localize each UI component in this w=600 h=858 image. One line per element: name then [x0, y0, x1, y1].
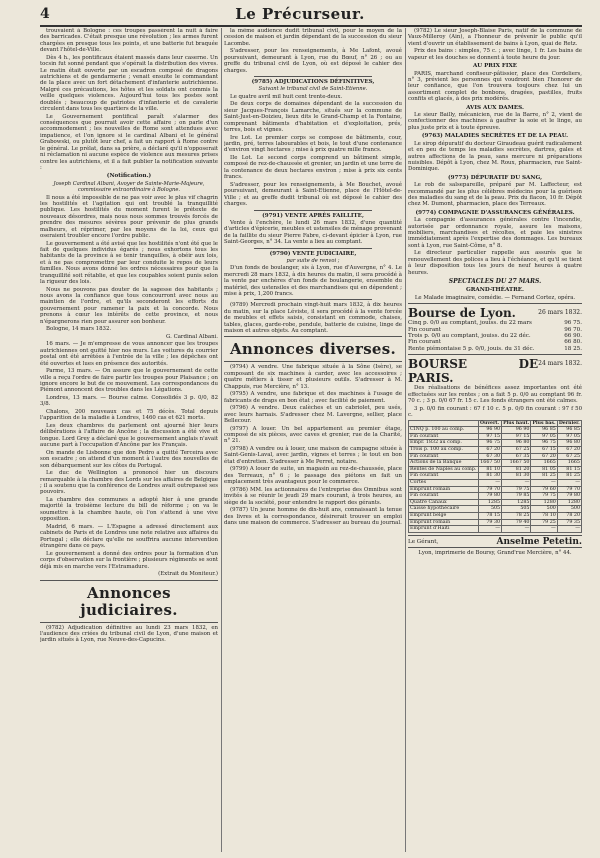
table-row — [409, 466, 582, 473]
table-cell-value: — — [531, 480, 557, 487]
bourse-paris-date: 24 mars 1832. — [538, 360, 582, 368]
table-header-cell: Plus haut. — [503, 420, 530, 426]
table-cell-label: Fin courant — [409, 473, 479, 480]
bourse-lyon-label: Rente piémontaise 5 p. 0/0, jouis. du 31 déc. — [408, 345, 535, 352]
table-row — [409, 499, 582, 506]
ad-paragraph: Le sirop dépuratif du docteur Giraudeau guérit radicalement et en peu de temps les maladies secrètes, dartres, gales et autres affections de la peau, sans mercure ni préparations nuisibles. Dépôt à Lyon, chez M. Roux, pharmacien, rue Saint-Dominique. — [408, 140, 582, 173]
table-cell-value: 500 — [557, 506, 581, 513]
column-divider — [405, 28, 406, 852]
table-cell-value: 1665 — [531, 460, 557, 467]
announcement-subheading: par suite de renvoi ; — [286, 257, 340, 264]
table-cell-value: 1285 — [502, 499, 531, 506]
ad-heading: (9763) MALADIES SECRÈTES ET DE LA PEAU. — [421, 133, 569, 140]
table-cell-value: 97 05 — [531, 433, 557, 440]
table-cell-label: Emprunt romain — [409, 519, 479, 526]
table-header-cell: Plus bas. — [532, 420, 556, 426]
table-row — [409, 453, 582, 460]
table-cell-value: 78 20 — [557, 512, 581, 519]
announcement-paragraph: De deux corps de domaines dépendant de la succession du sieur Jacques-François Lamarche, situés sur la commune de Saint-Just-en-Doizieu, lieux dits le Grand-Champ et la Fontaine, comprenant bâtiments d'habitation et d'exploitation, prés, terres, bois et vignes. — [224, 101, 402, 134]
table-row — [409, 519, 582, 526]
table-cell-value: 81 20 — [502, 466, 531, 473]
table-cell-value: 96 75 — [531, 440, 557, 447]
table-cell-label: Caisse hypothécaire — [409, 506, 479, 513]
bourse-lyon-value: 66 90. — [564, 333, 582, 340]
table-cell-value: 96 90 — [502, 427, 531, 434]
bourse-lyon-date: 26 mars 1832. — [538, 309, 582, 317]
table-cell-value: 81 15 — [557, 466, 581, 473]
ad-paragraph: (9786) MM. les actionnaires de l'entreprise des Omnibus sont invités à se réunir le jeudi 29 mars courant, à trois heures, au siège de la société, pour entendre le rapport des gérants. — [224, 486, 402, 506]
bourse-lyon-label: Cinq p. 0/0 au comptant, jouiss. du 22 mars — [408, 320, 532, 327]
table-cell-value: 1665 — [557, 460, 581, 467]
gerant-signature: Anselme Petetin. — [496, 536, 582, 547]
bourse-paris-title: BOURSE DE PARIS. — [408, 357, 539, 386]
ad-paragraph: Le rob de salsepareille, préparé par M. Laffecteur, est recommandé par les plus célèbres médecins pour la guérison des maladies du sang et de la peau. Prix du flacon, 10 fr. Dépôt chez M. Dumont, pharmacien, place des Terreaux. — [408, 182, 582, 208]
bourse-lyon-title: Bourse de Lyon. — [408, 306, 516, 321]
table-cell-value: 79 60 — [531, 486, 557, 493]
announcement-subheading: Suivant le tribunal civil de Saint-Etienne. — [258, 86, 368, 93]
masthead-rule — [40, 25, 582, 27]
section-divider — [254, 76, 372, 77]
table-cell-label: Quatre Canaux — [409, 499, 479, 506]
table-cell-label: Fin courant — [409, 493, 479, 500]
announcement-paragraph: D'un fonds de boulanger, sis à Lyon, rue d'Auvergne, n° 4. Le mercredi 28 mars 1832, à dix heures du matin, il sera procédé à la vente par enchères d'un fonds de boulangerie, ensemble du matériel, des ustensiles et des marchandises qui en dépendent ; mise à prix, 1,200 francs. — [224, 265, 402, 297]
table-cell-label: Fin courant — [409, 433, 479, 440]
section-divider — [408, 303, 582, 304]
news-paragraph: Le gouvernement a donné des ordres pour la formation d'un corps d'observation sur la frontière ; plusieurs régiments se sont déjà mis en marche vers l'Estramadure. — [40, 550, 218, 570]
table-cell-value: 78 25 — [502, 512, 531, 519]
bourse-lyon-value: 66 80. — [564, 339, 582, 346]
table-cell-value: 81 05 — [531, 466, 557, 473]
table-cell-label: Fin courant — [409, 453, 479, 460]
table-cell-value: 97 05 — [557, 433, 581, 440]
table-cell-value: 1280 — [531, 499, 557, 506]
bourse-lyon-row — [408, 346, 582, 352]
article-paragraph: Le gouvernement a été avisé que les hostilités n'ont été que le fait de quelques individus égarés ; nous exhortons tous les habitants de la province à se tenir tranquilles, à obéir aux lois, et à ne pas compromettre par leur conduite le repos de leurs familles. Nous avons donné les ordres nécessaires pour que la tranquillité soit rétablie, et que les coupables soient punis selon la rigueur des lois. — [40, 240, 218, 285]
section-divider — [254, 299, 372, 300]
table-cell-value: 1280 — [557, 499, 581, 506]
table-cell-value: 1667 50 — [480, 460, 501, 466]
section-divider — [254, 248, 372, 249]
announcement-paragraph: Vente à l'enchère, le lundi 26 mars 1832, d'une quantité d'articles d'épicerie, meubles et ustensiles de ménage provenant de la faillite du sieur Pierre Fabre, ci-devant épicier à Lyon, rue Saint-Georges, n° 34. La vente a lieu au comptant. — [224, 219, 402, 246]
ad-heading: (9774) COMPAGNIE D'ASSURANCES GÉNÉRALES. — [415, 209, 575, 216]
table-cell-value: 79 25 — [531, 519, 557, 526]
table-cell-value: 96 80 — [557, 440, 581, 447]
table-cell-value: 500 — [531, 506, 557, 513]
table-cell-label: Trois p. 100 au comp. — [409, 447, 479, 454]
table-cell-value: 67 20 — [557, 447, 581, 454]
table-cell-value: 1667 50 — [502, 460, 531, 467]
table-row — [409, 427, 582, 434]
notification-heading: (Notification.) — [106, 173, 152, 180]
printer-imprint: Lyon, imprimerie de Boursy, Grand'rue Mercière, n° 44. — [418, 550, 572, 557]
ad-paragraph: PARIS, marchand confiseur-pâtissier, place des Cordeliers, n° 3, prévient les personnes qui voudront bien l'honorer de leur confiance, que l'on trouvera toujours chez lui un assortiment complet de bonbons, dragées, pastilles, fruits confits et glacés, à des prix modérés. — [408, 70, 582, 103]
bourse-paris-table — [408, 420, 582, 533]
section-title-diverses: Annonces diverses. — [229, 340, 397, 359]
section-divider — [224, 361, 402, 362]
table-cell-value: 79 85 — [502, 493, 531, 500]
table-row — [409, 447, 582, 454]
table-cell-label: Emprunt belge — [409, 512, 479, 519]
column-2 — [224, 28, 402, 852]
ad-paragraph: (9798) A vendre ou à louer, une maison de campagne située à Saint-Genis-Laval, avec jardin, vignes et terres ; le tout en bon état d'entretien. S'adresser à Me Perret, notaire. — [224, 446, 402, 465]
table-row — [409, 480, 582, 487]
ad-paragraph: Le sieur Bailly, mécanicien, rue de la Barre, n° 2, vient de confectionner des machines à gaufrer la soie et le linge, au plus juste prix et à toute épreuve. — [408, 112, 582, 131]
theatre-name: GRAND-THÉATRE. — [466, 287, 524, 294]
table-cell-value: 81 30 — [479, 473, 502, 480]
table-cell-value: 67 35 — [502, 453, 531, 460]
table-row — [409, 526, 582, 533]
table-header-row — [409, 420, 582, 427]
table-cell-value: 96 90 — [479, 427, 502, 434]
ad-heading: AVIS AUX DAMES. — [466, 104, 524, 111]
announcement-paragraph: Le quatre avril mil huit cent trente-deux. — [230, 93, 343, 100]
table-cell-value: 78 10 — [531, 512, 557, 519]
table-cell-value: 81 25 — [557, 473, 581, 480]
column-1 — [40, 28, 218, 852]
bourse-paris — [408, 357, 582, 385]
table-cell-value: 96 85 — [531, 427, 557, 434]
table-cell-value: 79 70 — [479, 486, 502, 493]
announcement-text: (9782) Adjudication définitive au lundi 23 mars 1832, en l'audience des criées du tribunal civil de Lyon, d'une maison et jardin situés à Lyon, rue Neuve-des-Capucins. — [40, 624, 218, 644]
table-cell-label: Emprunt d'Haïti — [409, 526, 479, 533]
section-divider — [408, 354, 582, 355]
news-paragraph: Le duc de Wellington a prononcé hier un discours remarquable à la chambre des Lords sur les affaires de Belgique ; il a soutenu que la conférence de Londres avait outrepassé ses pouvoirs. — [40, 470, 218, 496]
ad-heading: AU PRIX FIXE — [472, 63, 518, 70]
table-cell-value: 67 30 — [479, 453, 502, 460]
ad-paragraph: (9794) A vendre. Une fabrique située à la Sône (Isère), se composant de six machines à carder, avec les accessoires ; quatre métiers à tisser et plusieurs outils. S'adresser à M. Chappuis, rue Mercière, n° 13. — [224, 364, 402, 390]
news-paragraph: 16 mars. — Je m'empresse de vous annoncer que les troupes autrichiennes ont quitté hier nos murs. Les voitures du courrier postal ont été arrêtées à l'entrée de la ville ; les dépêches ont été ouvertes et lues en présence des autorités. — [40, 341, 218, 367]
table-cell-value: 79 40 — [502, 519, 531, 526]
gerant-label: Le Gérant, — [408, 538, 439, 545]
table-cell-value: 81 30 — [502, 473, 531, 480]
article-paragraph: Dès 4 h., les pontificaux étaient massés dans leur caserne. Un tocsin fut sonné pendant que s'opérait la distribution des vivres. Le matin était ouverte par un escadron composé de dragons autrichiens et de gendarmerie ; venait ensuite le commandant de la place avec un fort détachement d'infanterie autrichienne. Malgré ces précautions, les hôtes et les soldats ont commis la veille quelques violences. Aujourd'hui tous les postes sont doublés ; beaucoup de patriotes d'infanterie et de cavalerie circulent dans tous les quartiers de la ville. — [40, 54, 218, 113]
table-cell-value: 79 75 — [502, 486, 531, 493]
news-paragraph: On mande de Lisbonne que don Pedro a quitté Terceira avec son escadre ; on attend d'un moment à l'autre des nouvelles de son débarquement sur les côtes du Portugal. — [40, 449, 218, 469]
table-header-cell: Dernier. — [558, 420, 580, 426]
ad-paragraph: Le directeur particulier rappelle aux assurés que le renouvellement des polices a lieu à l'échéance, et qu'il se tient à leur disposition tous les jours de neuf heures à quatre heures. — [408, 250, 582, 276]
table-cell-value: 96 75 — [479, 440, 502, 447]
ad-paragraph: (9796) A vendre. Deux calèches et un cabriolet, peu usés, avec leurs harnais. S'adresser chez M. Lavergne, sellier, place Bellecour. — [224, 405, 402, 425]
page-number: 4 — [40, 6, 50, 22]
table-cell-label: Emprunt romain — [409, 486, 479, 493]
bourse-lyon-label: Fin courant — [408, 339, 442, 346]
table-row — [409, 512, 582, 519]
section-divider — [408, 535, 582, 536]
news-paragraph: Les deux chambres du parlement ont ajourné hier leurs délibérations à l'affaire de Ancône ; la discussion a été vive et longue. Lord Grey a déclaré que le gouvernement anglais n'avait aucune part à l'occupation d'Ancône par les Français. — [40, 423, 218, 449]
newspaper-title: Le Précurseur. — [235, 5, 365, 23]
column-3 — [408, 28, 582, 852]
notification-subheading: Joseph Cardinal Albani, Avoyer de Sainte-Marie-Majeure, commissaire extraordinaire à Bologne. — [53, 180, 205, 194]
table-cell-value: 81 10 — [479, 466, 502, 473]
table-cell-label: Empr. 1832 au comp. — [409, 440, 479, 447]
ad-paragraph: (9799) A louer de suite, un magasin au rez-de-chaussée, place des Terreaux, n° 6 ; le passage des piétons en fait un emplacement très avantageux pour le commerce. — [224, 466, 402, 486]
table-cell-value: — — [479, 480, 502, 487]
announcement-paragraph: Ire Lot. Le premier corps se compose de bâtiments, cour, jardin, pré, terres labourables et bois, le tout d'une contenance d'environ vingt hectares ; mise à prix quatre mille francs. — [224, 134, 402, 154]
table-cell-value: 67 20 — [479, 447, 502, 454]
table-body — [409, 427, 582, 533]
table-cell-value: 67 15 — [531, 447, 557, 454]
table-cell-value: — — [502, 480, 531, 487]
table-cell-value: 505 — [479, 506, 502, 513]
table-cell-value: 96 85 — [557, 427, 581, 434]
table-row — [409, 493, 582, 500]
bourse-lyon — [408, 306, 582, 320]
article-paragraph: trouvaient à Bologne : ces troupes passèrent la nuit à faire des barricades. C'était presque une révolution ; les armes furent chargées en presque tous les points, et une batterie fut braquée devant l'hôtel-de-Ville. — [40, 28, 218, 54]
table-header-cell — [409, 420, 479, 427]
article-paragraph: Bologne, 14 mars 1832. — [46, 326, 112, 333]
section-divider — [40, 580, 218, 581]
table-cell-value: 67 25 — [502, 447, 531, 454]
table-cell-value: — — [479, 526, 502, 533]
table-cell-value: 505 — [502, 506, 531, 513]
table-row — [409, 460, 582, 467]
masthead — [0, 0, 600, 26]
bourse-lyon-rows — [408, 320, 582, 352]
ad-paragraph: (9787) Un jeune homme de dix-huit ans, connaissant la tenue des livres et la correspondance, désirerait trouver un emploi dans une maison de commerce. S'adresser au bureau du journal. — [224, 507, 402, 527]
table-cell-value: — — [502, 526, 531, 533]
table-cell-value: 67 25 — [557, 453, 581, 460]
column-divider — [221, 28, 222, 852]
table-cell-value: — — [557, 526, 581, 533]
bourse-lyon-value: 18 25. — [564, 345, 582, 352]
table-cell-label: Rentes de Naples au comp. — [409, 466, 479, 473]
table-row — [409, 473, 582, 480]
table-row — [409, 506, 582, 513]
table-cell-label: Cortès — [409, 480, 479, 487]
article-paragraph: Nous ne pouvons pas douter de la sagesse des habitants ; nous avons la confiance que tous concourront avec nous au maintien de l'ordre, et qu'ils seconderont les efforts du gouvernement pour ramener la paix et la concorde. Nous prenons à cœur les intérêts de cette province, et nous n'épargnerons rien pour assurer son bonheur. — [40, 286, 218, 325]
news-paragraph: Parme, 13 mars. — On assure que le gouvernement de cette ville a reçu l'ordre de faire partir les troupes pour Plaisance ; on ignore encore le but de ce mouvement. Les correspondances du Piémont annoncent des troubles dans les Légations. — [40, 368, 218, 394]
bourse-lyon-value: 96 75. — [564, 320, 582, 327]
bourse-lyon-label: Trois p. 0/0 au comptant, jouiss. du 22 déc. — [408, 333, 531, 340]
table-cell-value: 81 25 — [531, 473, 557, 480]
announcement-heading: (9785) ADJUDICATIONS DÉFINITIVES, — [251, 79, 375, 86]
table-row — [409, 486, 582, 493]
table-row — [409, 433, 582, 440]
bourse-paris-fin: 3 p. 0/0 fin courant : 67 f 10 c. 5 p. 0/0 fin courant : 97 f 50 c. — [408, 405, 582, 419]
news-paragraph: Madrid, 6 mars. — L'Espagne a adressé directement aux cabinets de Paris et de Londres une note relative aux affaires du Portugal ; elle déclare qu'elle ne souffrira aucune intervention étrangère dans ce pays. — [40, 523, 218, 550]
announcement-heading: (9790) VENTE JUDICIAIRE, — [269, 250, 357, 257]
signature-block — [408, 536, 582, 547]
bourse-lyon-label: Fin courant — [408, 326, 442, 333]
section-divider — [40, 622, 218, 623]
table-cell-value: 79 80 — [479, 493, 502, 500]
article-paragraph: Il nous a été impossible de ne pas voir avec le plus vif chagrin les hostilités et l'agitation qui ont troublé la tranquillité publique. Les hostilités du moment furent le prétexte de nouveaux désordres, mais nous nous sommes trouvés forcés de prendre des mesures sévères pour prévenir de plus grands malheurs, et réprimer, par les moyens de la loi, ceux qui oseraient troubler encore l'ordre public. — [40, 194, 218, 239]
bourse-paris-intro: Des réalisations de bénéfices assez importantes ont été effectuées sur les rentes ; on a fait 5 p. 0/0 au comptant 96 fr. 70 c. ; 3 p. 0/0 67 fr. 15 c. Les fonds étrangers ont été calmes. — [408, 385, 582, 405]
section-divider — [408, 547, 582, 548]
table-cell-label: Actions de la Banque — [409, 460, 479, 467]
ad-paragraph: (9795) A vendre, une fabrique et des machines à l'usage de fabricants de draps en bon état ; avec facilité de paiement. — [224, 391, 402, 404]
notification-signature: G. Cardinal Albani. — [166, 333, 218, 340]
table-cell-value: 67 20 — [531, 453, 557, 460]
ad-paragraph: La compagnie d'assurances générales contre l'incendie, autorisée par ordonnance royale, assure les maisons, mobiliers, marchandises et récoltes, et paie les sinistres immédiatement après l'expertise des dommages. Les bureaux sont à Lyon, rue Saint-Côme, n° 8. — [408, 217, 582, 249]
ad-paragraph: (9797) A louer. Un bel appartement au premier étage, composé de six pièces, avec caves et grenier, rue de la Charité, n° 21. — [224, 425, 402, 445]
section-divider — [254, 210, 372, 211]
table-cell-value: 96 80 — [502, 440, 531, 447]
table-row — [409, 440, 582, 447]
table-cell-value: 79 80 — [557, 493, 581, 500]
table-cell-value: 79 30 — [479, 519, 502, 526]
news-paragraph: La chambre des communes a adopté hier à une grande majorité la troisième lecture du bill de réforme ; on va le soumettre à la chambre haute, où l'on s'attend à une vive opposition. — [40, 497, 218, 523]
announcement-paragraph: S'adresser, pour les renseignements, à Me Bouchet, avoué poursuivant, demeurant à Saint-Etienne, place de l'Hôtel-de-Ville ; et au greffe dudit tribunal où est déposé le cahier des charges. — [224, 181, 402, 208]
news-paragraph: Chalons, 200 nouveaux cas et 75 décès. Total depuis l'apparition de la maladie à Londres, 1460 cas et 621 morts. — [40, 409, 218, 422]
announcement-heading: (9791) VENTE APRÈS FAILLITE, — [262, 212, 364, 219]
ad-paragraph: (9782) Le sieur Joseph-Blaise Paris, natif de la commune de Vaux-Milleroy (Ain), a l'honneur de prévenir le public qu'il vient d'ouvrir un établissement de bains à Lyon, quai de Retz. — [408, 28, 582, 47]
theatre-program: Le Malade imaginaire, comédie. — Fernand Cortez, opéra. — [414, 294, 576, 301]
announcement-paragraph: (9789) Mercredi prochain vingt-huit mars 1832, à dix heures du matin, sur la place Léviste, il sera procédé à la vente forcée de meubles et effets saisis, consistant en commode, chaises, tables, glaces, garde-robe, pendule, batterie de cuisine, linge de maison et autres objets. Au comptant. — [224, 302, 402, 334]
table-cell-value: 79 70 — [557, 486, 581, 493]
table-cell-value: — — [557, 480, 581, 487]
table-header-cell: Ouvert. — [479, 420, 502, 427]
section-divider — [224, 336, 402, 337]
table-cell-value: 78 15 — [479, 512, 502, 519]
announcement-paragraph: IIe Lot. Le second corps comprend un bâtiment simple, composé de rez-de-chaussée et grenier, un jardin et une terre de la contenance de deux hectares environ ; mise à prix six cents francs. — [224, 155, 402, 181]
news-paragraph: Londres, 13 mars. — Bourse calme. Consolidés 3 p. 0/0, 82 3/8. — [40, 395, 218, 408]
table-cell-value: 1285 — [479, 499, 502, 506]
table-cell-label: CINQ p. 100 au comp. — [409, 427, 479, 434]
article-paragraph: S'adresser, pour les renseignements, à Me Lafont, avoué poursuivant, demeurant à Lyon, rue du Bœuf, n° 26 ; ou au greffe du tribunal civil de Lyon, où est déposé le cahier des charges. — [224, 48, 402, 74]
table-cell-value: 79 75 — [531, 493, 557, 500]
section-title-judiciaires: Annonces judiciaires. — [80, 583, 178, 619]
article-paragraph: la même audience dudit tribunal civil, pour le moyen de la cession de maison et jardin dépendant de la succession du sieur Lacombe. — [224, 28, 402, 47]
bourse-lyon-value: 96 70. — [564, 326, 582, 333]
news-source: (Extrait du Moniteur.) — [158, 571, 218, 578]
spectacles-heading: SPECTACLES DU 27 MARS. — [448, 278, 542, 285]
table-cell-value: 79 35 — [557, 519, 581, 526]
table-cell-value: 97 15 — [479, 433, 502, 440]
table-cell-value: — — [531, 526, 557, 533]
ad-paragraph: Prix des bains : simples, 75 c. ; avec linge, 1 fr. Les bains de vapeur et les douches se donnent à toute heure du jour. — [408, 48, 582, 61]
ad-heading: (9773) DÉPURATIF DU SANG, — [447, 174, 543, 181]
article-paragraph: Le Gouvernement pontifical paraît s'alarmer des conséquences que pourrait avoir cette affaire ; on parle d'un accommodement ; les nouvelles de Rome sont attendues avec impatience, et l'on ignore si le cardinal Albani et le général Grabowski, ou plutôt leur chef, a fait un rapport à Rome contre le général. Le prélat, dans sa prière, a déclaré qu'il n'opposerait ni réclamation ni aucune espèce de violence aux mesures prises contre les autrichiens, et il a fait publier la notification suivante : — [40, 113, 218, 171]
table-cell-value: 97 15 — [502, 433, 531, 440]
